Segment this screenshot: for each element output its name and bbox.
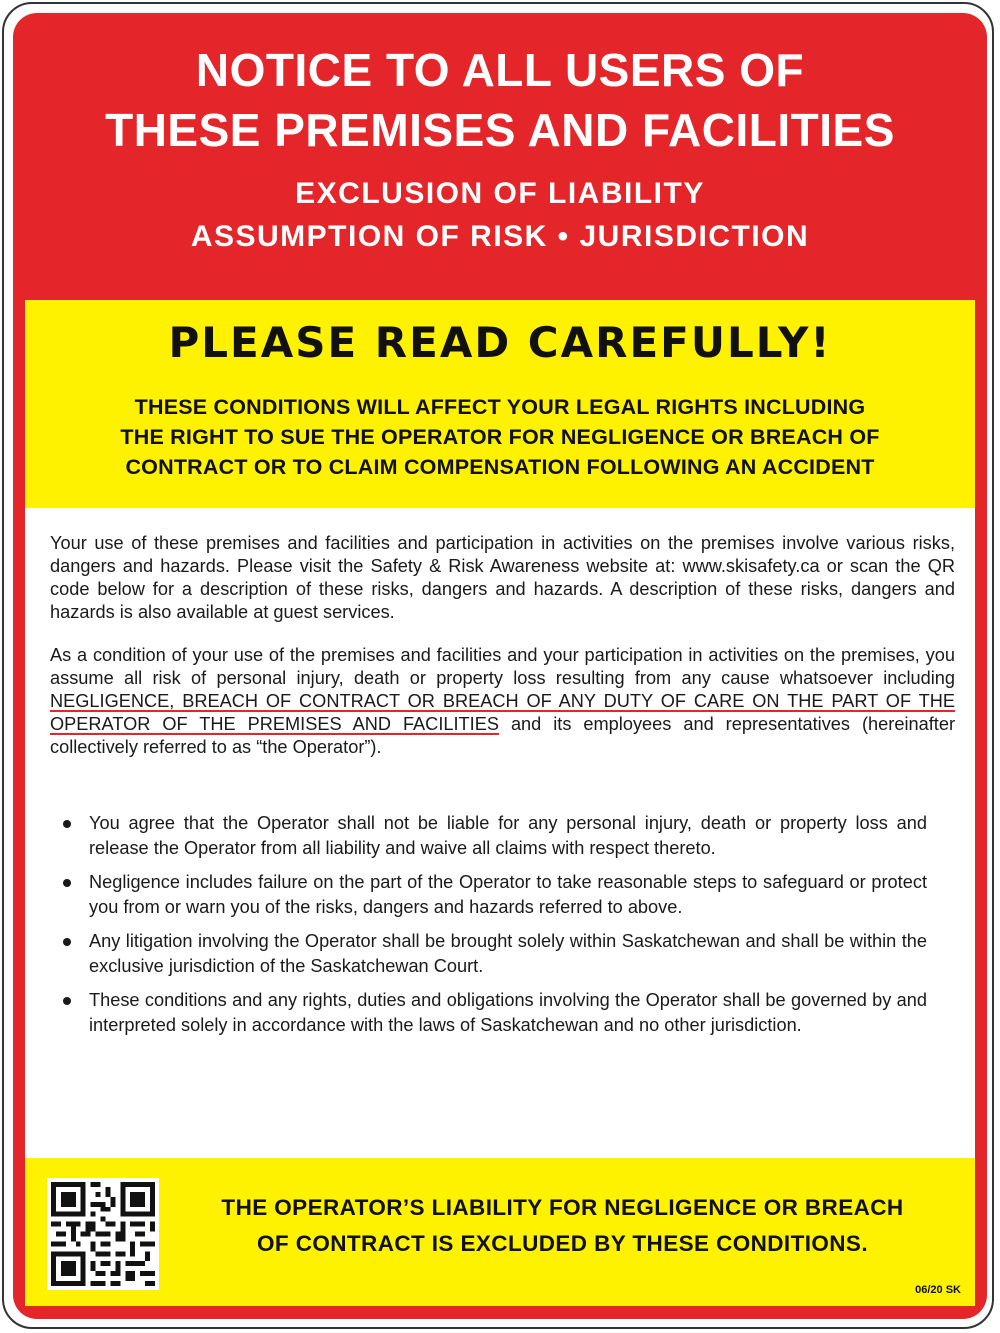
bullet-icon [63,997,71,1005]
bullet-icon [63,820,71,828]
title-line-2: THESE PREMISES AND FACILITIES [105,104,895,156]
bullet-icon [63,879,71,887]
list-item [63,870,927,920]
list-item-text: Negligence includes failure on the part of the Operator to take reasonable steps to safeguard or protect you from or warn you of the risks, dangers and hazards referred to above. [89,872,927,917]
paragraph-assumption [50,644,955,759]
qr-code-icon[interactable] [47,1178,159,1290]
paragraph-assumption-underlined: NEGLIGENCE, BREACH OF CONTRACT OR BREACH OF ANY DUTY OF CARE ON THE PART OF THE OPERATOR OF THE PREMISES AND FACILITIES [50,691,955,734]
list-item [63,988,927,1038]
paragraph-risks: Your use of these premises and facilities and participation in activities on the premises involve various risks, dangers and hazards. Please visit the Safety & Risk Awareness website at: www.skisafety.ca or scan the QR code below for a description of these risks, dangers and hazards. A description of these risks, dangers and hazards is also available at guest services. [50,533,955,622]
list-item [63,929,927,979]
list-item-text: Any litigation involving the Operator shall be brought solely within Saskatchewan and shall be within the exclusive jurisdiction of the Saskatchewan Court. [89,931,927,976]
list-item-text: These conditions and any rights, duties and obligations involving the Operator shall be governed by and interpreted solely in accordance with the laws of Saskatchewan and no other jurisdiction. [89,990,927,1035]
conditions-body [25,508,975,1158]
alert-line-1: THESE CONDITIONS WILL AFFECT YOUR LEGAL RIGHTS INCLUDING [134,395,866,419]
bullet-icon [63,938,71,946]
list-item-text: You agree that the Operator shall not be liable for any personal injury, death or property loss and release the Operator from all liability and waive all claims with respect thereto. [89,813,927,858]
alert-line-3: CONTRACT OR TO CLAIM COMPENSATION FOLLOWING AN ACCIDENT [125,455,875,479]
alert-line-2: THE RIGHT TO SUE THE OPERATOR FOR NEGLIGENCE OR BREACH OF [120,425,880,449]
alert-panel [25,300,975,508]
subtitle-line-1: EXCLUSION OF LIABILITY [295,177,705,210]
footer-panel [25,1158,975,1306]
subtitles [25,172,975,258]
alert-warning [25,392,975,482]
subtitle-line-2: ASSUMPTION OF RISK • JURISDICTION [190,220,810,253]
liability-line-1: THE OPERATOR’S LIABILITY FOR NEGLIGENCE OR BREACH [221,1195,904,1220]
liability-statement [170,1190,955,1262]
header [25,40,975,258]
title-line-1: NOTICE TO ALL USERS OF [195,44,805,96]
alert-heading: PLEASE READ CAREFULLY! [168,318,832,367]
paragraph-assumption-end: and its employees and representatives (hereinafter collectively referred to as “the Operator”). [50,714,955,757]
list-item [63,811,927,861]
liability-line-2: OF CONTRACT IS EXCLUDED BY THESE CONDITIONS. [257,1231,868,1256]
sign-code: 06/20 SK [915,1284,961,1296]
paragraph-assumption-start: As a condition of your use of the premises and facilities and your participation in activities on the premises, you assume all risk of personal injury, death or property loss resulting from any cause whatsoever including [50,645,955,688]
conditions-list [63,811,927,1047]
